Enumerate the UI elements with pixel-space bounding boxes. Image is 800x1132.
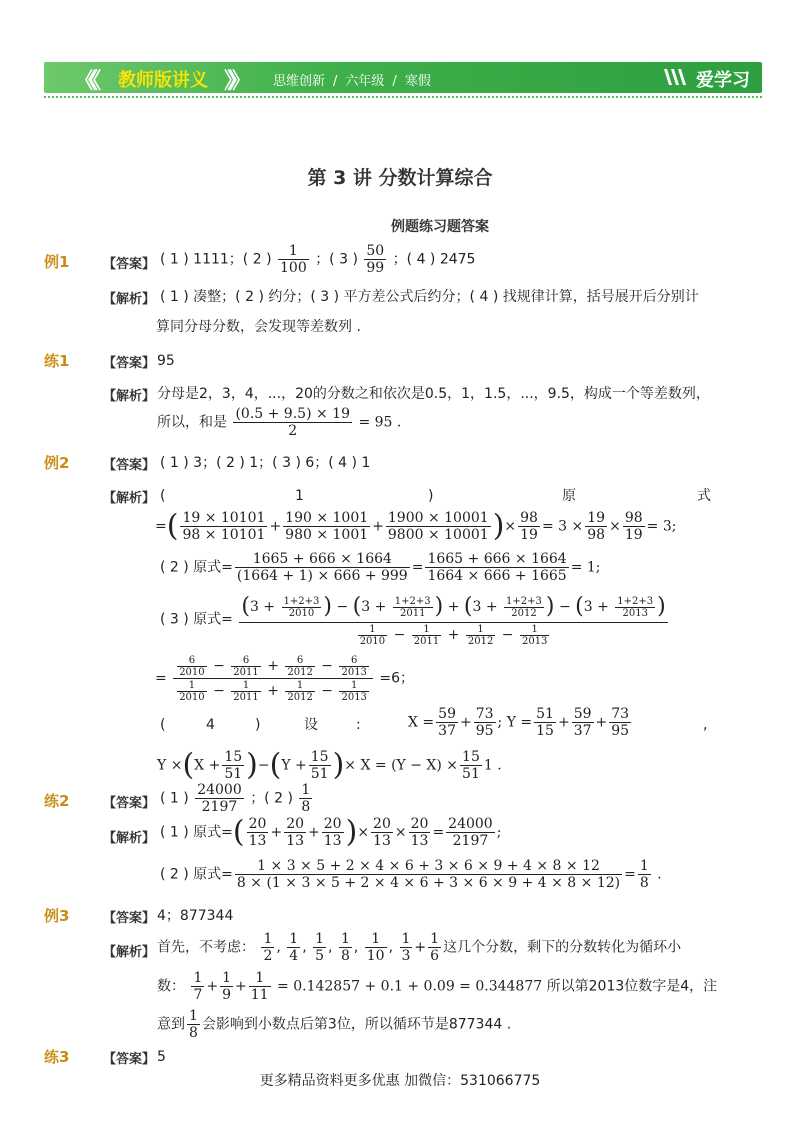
fraction: $\frac{98}{19}$ — [520, 510, 538, 543]
fraction: $\frac{19}{98}$ — [587, 510, 606, 543]
brand-name: 爱学习 — [696, 70, 750, 91]
label-ex3: 例3 — [44, 907, 70, 925]
ex3-line1: 首先，不考虑： $\frac{1}{2}$ , $\frac{1}{4}$ , $\frac{1}{5}$ , $\frac{1}{8}$ , $\frac{1}{10}$ , $\frac{1}{3}$ + $\frac{1}{6}$ 这几个分数，剩下的分数转化为循环小 — [157, 931, 682, 964]
double-chevron-right-icon: 》》 — [224, 69, 246, 94]
ex3-answer: 4；877344 — [157, 908, 234, 924]
fraction: $\frac{1665 + 666 \times 1664}{(1664 + 1) \times 666 + 999}$ — [236, 551, 408, 584]
ex3-line2: 数： $\frac{1}{7}$ + $\frac{1}{9}$ + $\frac{1}{11}$ = 0.142857 + 0.1 + 0.09 = 0.344877 所以第2013位数字是4，注 — [157, 970, 718, 1003]
tag-analysis: 【解析】 — [103, 831, 156, 846]
repeating-decimal: = 0.142857 + 0.1 + 0.09 = 0.344877 — [277, 978, 543, 995]
crumb-grade: 六年级 — [345, 74, 385, 89]
ex2-line2: =( $\frac{19 \times 10101}{98 \times 10101}$ + $\frac{190 \times 1001}{980 \times 1001}$ + $\frac{1900 \times 10001}{9800 \times 10001}$ )× $\frac{98}{19}$ = 3 × $\frac{19}{98}$ × $\frac{98}{19}$ = 3; — [155, 508, 677, 544]
fraction: $\frac{1900 \times 10001}{9800 \times 10001}$ — [387, 510, 489, 543]
lecture-title: 第 3 讲 分数计算综合 — [307, 167, 493, 189]
label-pr3: 练3 — [44, 1048, 70, 1066]
header-banner — [44, 62, 762, 96]
ex3-line3: 意到 $\frac{1}{8}$ 会影响到小数点后第3位，所以循环节是877344 . — [157, 1008, 512, 1041]
ex2-line4: ( 3 ) 原式= (3 + $\frac{1+2+3}{2010}$ ) − (3 + $\frac{1+2+3}{2011}$ ) + (3 + $\frac{1+2+3}{2012}$ ) − (3 + $\frac{1+2+3}{2013}$ ) $\frac{1}{2010}$ − $\frac{1}{2011}$ + $\frac{1}{2012}$ − $\frac{1}{2013}$ — [160, 594, 666, 647]
banner-dotted-line — [44, 96, 762, 98]
ex2-line7: Y ×(X + $\frac{15}{51}$ )−(Y + $\frac{15}{51}$ )× X = (Y − X) × $\frac{15}{51}$ 1 . — [157, 747, 502, 783]
ex2-line3: ( 2 ) 原式= $\frac{1665 + 666 \times 1664}{(1664 + 1) \times 666 + 999}$ = $\frac{1665 + 666 \times 1664}{1664 \times 666 + 1665}$ = 1; — [160, 551, 601, 584]
pr3-answer: 5 — [157, 1049, 166, 1065]
pr2-line2: ( 2 ) 原式= $\frac{1 \times 3 \times 5 + 2 \times 4 \times 6 + 3 \times 6 \times 9 + 4 \times 8 \times 12}{8 \times (1 \times 3 \times 5 + 2 \times 4 \times 6 + 3 \times 6 \times 9 + 4 \times 8 \times 12)}$ = $\frac{1}{8}$ . — [160, 858, 662, 891]
double-chevron-left-icon: 《《 — [74, 69, 96, 94]
fraction: (3 + $\frac{1+2+3}{2010}$ ) − (3 + $\frac{1+2+3}{2011}$ ) + (3 + $\frac{1+2+3}{2012}$ ) − (3 + $\frac{1+2+3}{2013}$ ) $\frac{1}{2010}$ − $\frac{1}{2011}$ + $\frac{1}{2012}$ − $\frac{1}{2013}$ — [241, 594, 666, 647]
tag-analysis: 【解析】 — [103, 389, 156, 404]
fraction: $\frac{190 \times 1001}{980 \times 1001}$ — [285, 510, 369, 543]
tag-analysis: 【解析】 — [103, 945, 156, 960]
teacher-edition-label: 教师版讲义 — [118, 70, 208, 91]
tag-answer: 【答案】 — [103, 911, 156, 926]
label-ex1: 例1 — [44, 253, 70, 271]
tag-answer: 【答案】 — [103, 1052, 156, 1067]
fraction: $\frac{(0.5 + 9.5) \times 19}{2}$ — [235, 406, 350, 439]
label-pr1: 练1 — [44, 352, 70, 370]
pr2-line1: ( 1 ) 原式=( $\frac{20}{13}$ + $\frac{20}{13}$ + $\frac{20}{13}$ )× $\frac{20}{13}$ × $\frac{20}{13}$ = $\frac{24000}{2197}$ ; — [160, 814, 502, 850]
pr1-analysis-line1: 分母是2，3，4，...，20的分数之和依次是0.5，1，1.5，...，9.5，构成一个等差数列， — [157, 386, 710, 402]
ex1-analysis-line2: 算同分母分数，会发现等差数列 . — [156, 319, 361, 335]
ex1-answer: ( 1 ) 1111；( 2 ) $\frac{1}{100}$ ；( 3 ) $\frac{50}{99}$ ；( 4 ) 2475 — [160, 243, 476, 276]
tag-analysis: 【解析】 — [103, 491, 156, 506]
ex2-line5: = $\frac{6}{2010}$ − $\frac{6}{2011}$ + $\frac{6}{2012}$ − $\frac{6}{2013}$ $\frac{1}{2010}$ − $\frac{1}{2011}$ + $\frac{1}{2012}$ − $\frac{1}{2013}$ =6； — [155, 654, 415, 703]
fraction: $\frac{1}{100}$ — [280, 243, 307, 276]
ex2-line6-math: X = $\frac{59}{37}$ + $\frac{73}{95}$ ; Y = $\frac{51}{15}$ + $\frac{59}{37}$ + $\frac{73}{95}$ — [408, 706, 630, 739]
fraction: $\frac{98}{19}$ — [624, 510, 643, 543]
tag-answer: 【答案】 — [103, 796, 156, 811]
pr2-answer: ( 1 ) $\frac{24000}{2197}$ ；( 2 ) $\frac{1}{8}$ — [160, 782, 311, 815]
ex1-analysis-line1: ( 1 ) 凑整；( 2 ) 约分；( 3 ) 平方差公式后约分；( 4 ) 找规律计算，括号展开后分别计 — [160, 289, 699, 305]
fraction: $\frac{1665 + 666 \times 1664}{1664 \times 666 + 1665}$ — [427, 551, 567, 584]
crumb-subject: 思维创新 — [273, 74, 326, 89]
breadcrumb: 思维创新 / 六年级 / 寒假 — [273, 74, 431, 89]
fraction: $\frac{6}{2010}$ − $\frac{6}{2011}$ + $\frac{6}{2012}$ − $\frac{6}{2013}$ $\frac{1}{2010}$ − $\frac{1}{2011}$ + $\frac{1}{2012}$ − $\frac{1}{2013}$ — [173, 654, 373, 703]
footer-promo: 更多精品资料更多优惠 加微信：531066775 — [259, 1073, 541, 1089]
tag-answer: 【答案】 — [103, 356, 156, 371]
fraction: $\frac{50}{99}$ — [366, 243, 385, 276]
tag-answer: 【答案】 — [103, 458, 156, 473]
label-ex2: 例2 — [44, 454, 70, 472]
tag-analysis: 【解析】 — [103, 292, 156, 307]
tag-answer: 【答案】 — [103, 257, 156, 272]
section-subtitle: 例题练习题答案 — [391, 219, 489, 235]
pr1-analysis-line2: 所以，和是 $\frac{(0.5 + 9.5) \times 19}{2}$ = 95 . — [157, 406, 402, 439]
label-pr2: 练2 — [44, 792, 70, 810]
crumb-term: 寒假 — [404, 74, 431, 89]
pr1-answer: 95 — [157, 353, 175, 369]
ex2-answer: ( 1 ) 3；( 2 ) 1；( 3 ) 6；( 4 ) 1 — [160, 455, 371, 471]
brand-logo-icon — [662, 66, 690, 88]
fraction: $\frac{19 \times 10101}{98 \times 10101}$ — [182, 510, 266, 543]
